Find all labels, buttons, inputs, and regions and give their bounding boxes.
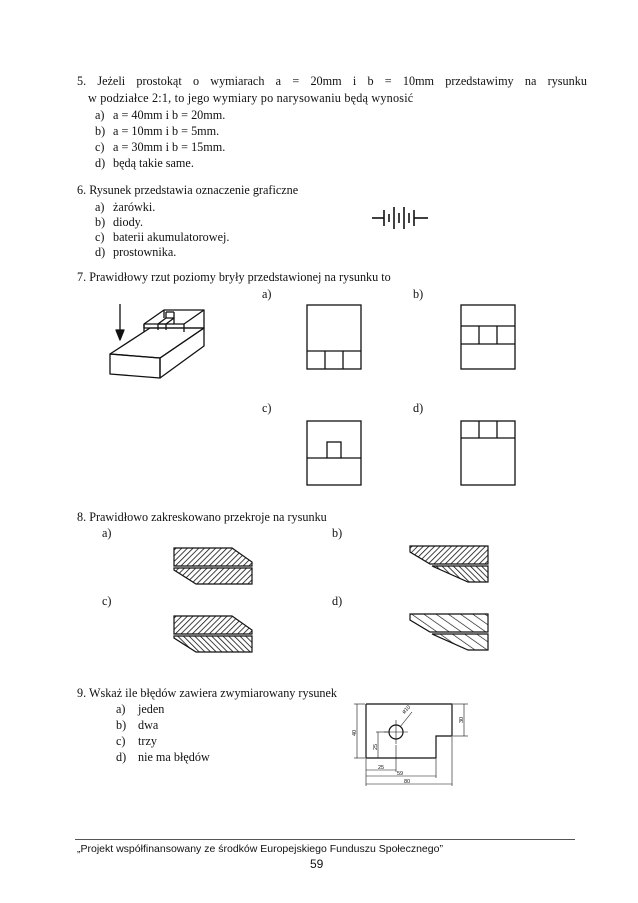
q8-question: 8. Prawidłowo zakreskowano przekroje na rysunku (77, 510, 327, 524)
q5-word: o (192, 74, 200, 88)
option-text: prostownika. (113, 245, 177, 259)
option-letter: b) (116, 718, 127, 732)
q5-word: na (524, 74, 537, 88)
page-number: 59 (310, 857, 324, 871)
q8-label-c[interactable]: c) (102, 594, 112, 608)
q5-word: = (292, 74, 300, 88)
q5-word: wymiarach (210, 74, 265, 88)
footer-text: „Projekt współfinansowany ze środków Europejskiego Funduszu Społecznego” (77, 843, 443, 855)
q7-option-b-drawing[interactable] (460, 304, 516, 370)
option-text: trzy (138, 734, 157, 748)
option-text: żarówki. (113, 200, 156, 214)
option-text: a = 10mm i b = 5mm. (113, 124, 220, 138)
option-letter: c) (95, 140, 105, 154)
q9-dimensioned-drawing (352, 698, 474, 790)
q5-word: przedstawimy (445, 74, 514, 88)
option-letter: a) (95, 200, 105, 214)
q9-option-d[interactable] (116, 750, 210, 764)
q5-word: a (275, 74, 282, 88)
q5-question-line1 (77, 74, 587, 88)
dim-label-20: 30 (459, 716, 465, 723)
q5-option-a[interactable] (95, 108, 225, 122)
option-text: a = 30mm i b = 15mm. (113, 140, 226, 154)
q5-word: 5. (77, 74, 87, 88)
q8-option-c-drawing[interactable] (172, 614, 254, 654)
dim-label-25-horizontal: 25 (378, 765, 385, 771)
q7-option-d-drawing[interactable] (460, 420, 516, 486)
q6-option-b[interactable] (95, 215, 143, 229)
isometric-block-drawing (108, 298, 218, 384)
q6-option-c[interactable] (95, 230, 229, 244)
q8-label-d[interactable]: d) (332, 594, 343, 608)
option-letter: a) (95, 108, 105, 122)
option-letter: a) (116, 702, 126, 716)
q8-option-d-drawing[interactable] (408, 612, 490, 652)
q5-word: 10mm (402, 74, 435, 88)
q9-option-a[interactable] (116, 702, 164, 716)
q5-word: 20mm (310, 74, 342, 88)
dim-label-diameter: ø10 (401, 704, 413, 716)
q5-word: Jeżeli (97, 74, 126, 88)
option-letter: b) (95, 215, 106, 229)
option-text: jeden (138, 702, 165, 716)
footer-divider (75, 839, 575, 840)
q6-option-d[interactable] (95, 245, 176, 259)
q7-option-c-drawing[interactable] (306, 420, 362, 486)
option-letter: c) (95, 230, 105, 244)
q7-label-b[interactable]: b) (413, 287, 424, 301)
q5-option-b[interactable] (95, 124, 219, 138)
dim-label-80: 80 (404, 779, 411, 785)
option-text: dwa (138, 718, 159, 732)
option-letter: d) (95, 245, 106, 259)
option-text: nie ma błędów (138, 750, 210, 764)
option-letter: d) (116, 750, 127, 764)
option-text: diody. (113, 215, 144, 229)
q7-label-d[interactable]: d) (413, 401, 424, 415)
option-letter: d) (95, 156, 106, 170)
q5-word: rysunku (547, 74, 587, 88)
q5-option-c[interactable] (95, 140, 225, 154)
q9-option-c[interactable] (116, 734, 157, 748)
option-text: a = 40mm i b = 20mm. (113, 108, 226, 122)
q7-option-a-drawing[interactable] (306, 304, 362, 370)
option-text: baterii akumulatorowej. (113, 230, 230, 244)
q7-question: 7. Prawidłowy rzut poziomy bryły przedstawionej na rysunku to (77, 270, 391, 284)
q6-option-a[interactable] (95, 200, 155, 214)
dim-label-25-vertical: 25 (373, 743, 379, 750)
q7-label-a[interactable]: a) (262, 287, 272, 301)
q5-word: = (384, 74, 392, 88)
q7-label-c[interactable]: c) (262, 401, 272, 415)
q9-question: 9. Wskaż ile błędów zawiera zwymiarowany rysunek (77, 686, 338, 700)
option-letter: b) (95, 124, 106, 138)
q8-option-a-drawing[interactable] (172, 546, 254, 586)
q8-label-a[interactable]: a) (102, 526, 112, 540)
q5-word: b (367, 74, 374, 88)
q5-question-line2: w podziałce 2:1, to jego wymiary po narysowaniu będą wynosić (88, 91, 414, 105)
q5-option-d[interactable] (95, 156, 194, 170)
q6-question: 6. Rysunek przedstawia oznaczenie graficzne (77, 183, 299, 197)
dim-label-40: 40 (352, 729, 358, 736)
q9-option-b[interactable] (116, 718, 158, 732)
q5-word: prostokąt (136, 74, 182, 88)
dim-label-59: 59 (397, 771, 404, 777)
q8-label-b[interactable]: b) (332, 526, 343, 540)
option-text: będą takie same. (113, 156, 194, 170)
q8-option-b-drawing[interactable] (408, 544, 490, 584)
option-letter: c) (116, 734, 126, 748)
q5-word: i (352, 74, 357, 88)
battery-symbol-icon (370, 203, 432, 233)
